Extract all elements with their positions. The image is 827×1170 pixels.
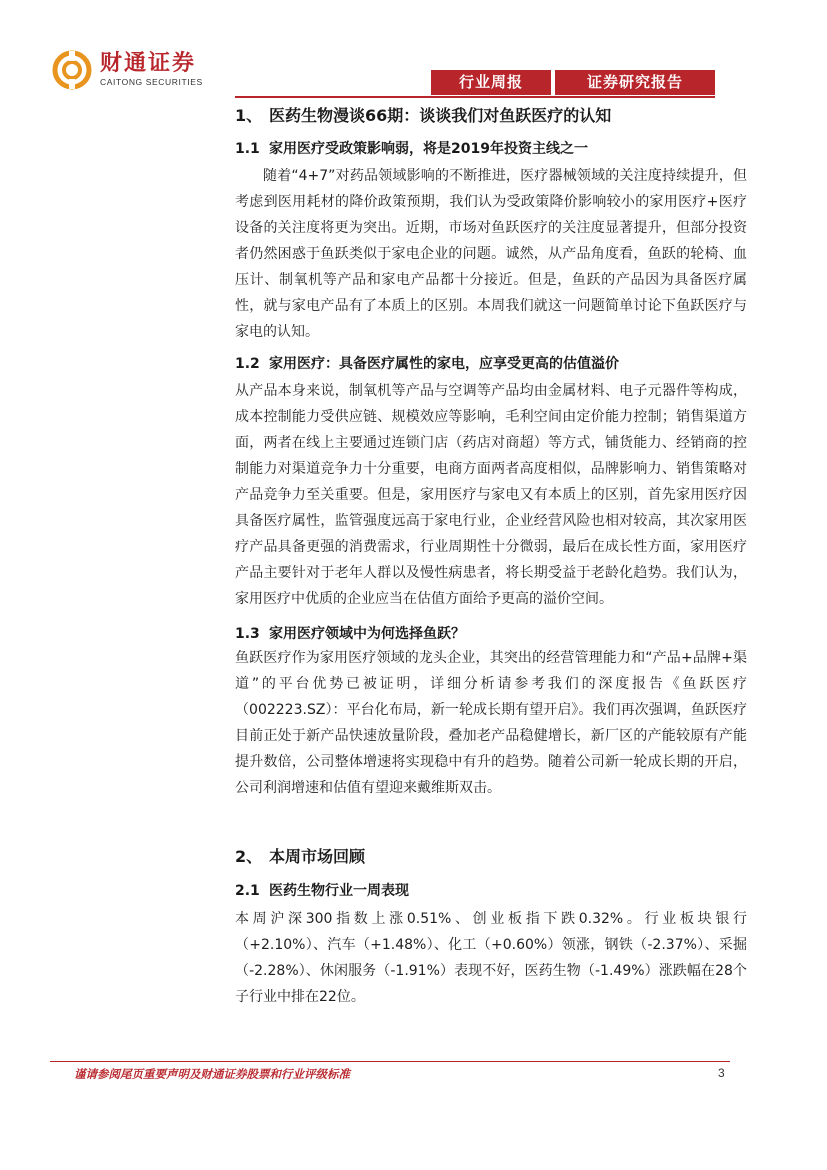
subsection-1-3-heading (235, 623, 465, 643)
subsection-number: 1.3 (235, 626, 260, 642)
subsection-title: 家用医疗受政策影响弱，将是2019年投资主线之一 (269, 141, 588, 157)
subsection-2-1-heading (235, 880, 409, 900)
paragraph-1-2: 从产品本身来说，制氧机等产品与空调等产品均由金属材料、电子元器件等构成，成本控制能力受供应链、规模效应等影响，毛利空间由定价能力控制；销售渠道方面，两者在线上主要通过连锁门店（药店对商超）等方式，铺货能力、经销商的控制能力对渠道竞争力十分重要，电商方面两者高度相似，品牌影响力、销售策略对产品竞争力至关重要。但是，家用医疗与家电又有本质上的区别，首先家用医疗因具备医疗属性，监管强度远高于家电行业，企业经营风险也相对较高，其次家用医疗产品具备更强的消费需求，行业周期性十分微弱，最后在成长性方面，家用医疗产品主要针对于老年人群以及慢性病患者，将长期受益于老龄化趋势。我们认为，家用医疗中优质的企业应当在估值方面给予更高的溢价空间。 (235, 383, 747, 607)
header-divider (235, 96, 715, 98)
tag-research-report: 证券研究报告 (555, 70, 715, 95)
subsection-title: 家用医疗领域中为何选择鱼跃？ (269, 626, 465, 642)
page-number: 3 (718, 1066, 725, 1080)
tag-weekly-report: 行业周报 (431, 70, 551, 95)
section-2-heading (235, 844, 365, 867)
subsection-number: 1.2 (235, 356, 260, 372)
company-logo (52, 50, 203, 90)
logo-english-name: CAITONG SECURITIES (100, 77, 203, 87)
section-number: 1、 (235, 106, 263, 125)
section-title: 医药生物漫谈66期：谈谈我们对鱼跃医疗的认知 (269, 106, 612, 125)
subsection-title: 家用医疗：具备医疗属性的家电，应享受更高的估值溢价 (269, 356, 619, 372)
section-number: 2、 (235, 847, 263, 866)
paragraph-1-1: 随着“4+7”对药品领域影响的不断推进，医疗器械领域的关注度持续提升，但考虑到医用耗材的降价政策预期，我们认为受政策降价影响较小的家用医疗+医疗设备的关注度将更为突出。近期，市场对鱼跃医疗的关注度显著提升，但部分投资者仍然困惑于鱼跃类似于家电企业的问题。诚然，从产品角度看，鱼跃的轮椅、血压计、制氧机等产品和家电产品都十分接近。但是，鱼跃的产品因为具备医疗属性，就与家电产品有了本质上的区别。本周我们就这一问题简单讨论下鱼跃医疗与家电的认知。 (235, 168, 747, 340)
footer-divider (50, 1061, 730, 1062)
subsection-title: 医药生物行业一周表现 (269, 883, 409, 899)
subsection-1-2-heading (235, 353, 619, 373)
subsection-number: 1.1 (235, 141, 260, 157)
section-title: 本周市场回顾 (269, 847, 366, 866)
footer-disclaimer: 谨请参阅尾页重要声明及财通证券股票和行业评级标准 (74, 1067, 350, 1081)
subsection-number: 2.1 (235, 883, 260, 899)
paragraph-2-1: 本周沪深300指数上涨0.51%、创业板指下跌0.32%。行业板块银行（+2.10%）、汽车（+1.48%）、化工（+0.60%）领涨，钢铁（-2.37%）、采掘（-2.28%）、休闲服务（-1.91%）表现不好，医药生物（-1.49%）涨跌幅在28个子行业中排在22位。 (235, 911, 747, 1005)
paragraph-1-3: 鱼跃医疗作为家用医疗领域的龙头企业，其突出的经营管理能力和“产品+品牌+渠道”的平台优势已被证明，详细分析请参考我们的深度报告《鱼跃医疗（002223.SZ）：平台化布局，新一轮成长期有望开启》。我们再次强调，鱼跃医疗目前正处于新产品快速放量阶段，叠加老产品稳健增长，新厂区的产能较原有产能提升数倍，公司整体增速将实现稳中有升的趋势。随着公司新一轮成长期的开启，公司利润增速和估值有望迎来戴维斯双击。 (235, 650, 747, 796)
logo-emblem-icon (52, 50, 92, 90)
logo-chinese-name: 财通证券 (100, 51, 197, 76)
subsection-1-1-heading (235, 138, 588, 158)
section-1-heading (235, 103, 611, 126)
report-tags (431, 70, 715, 95)
